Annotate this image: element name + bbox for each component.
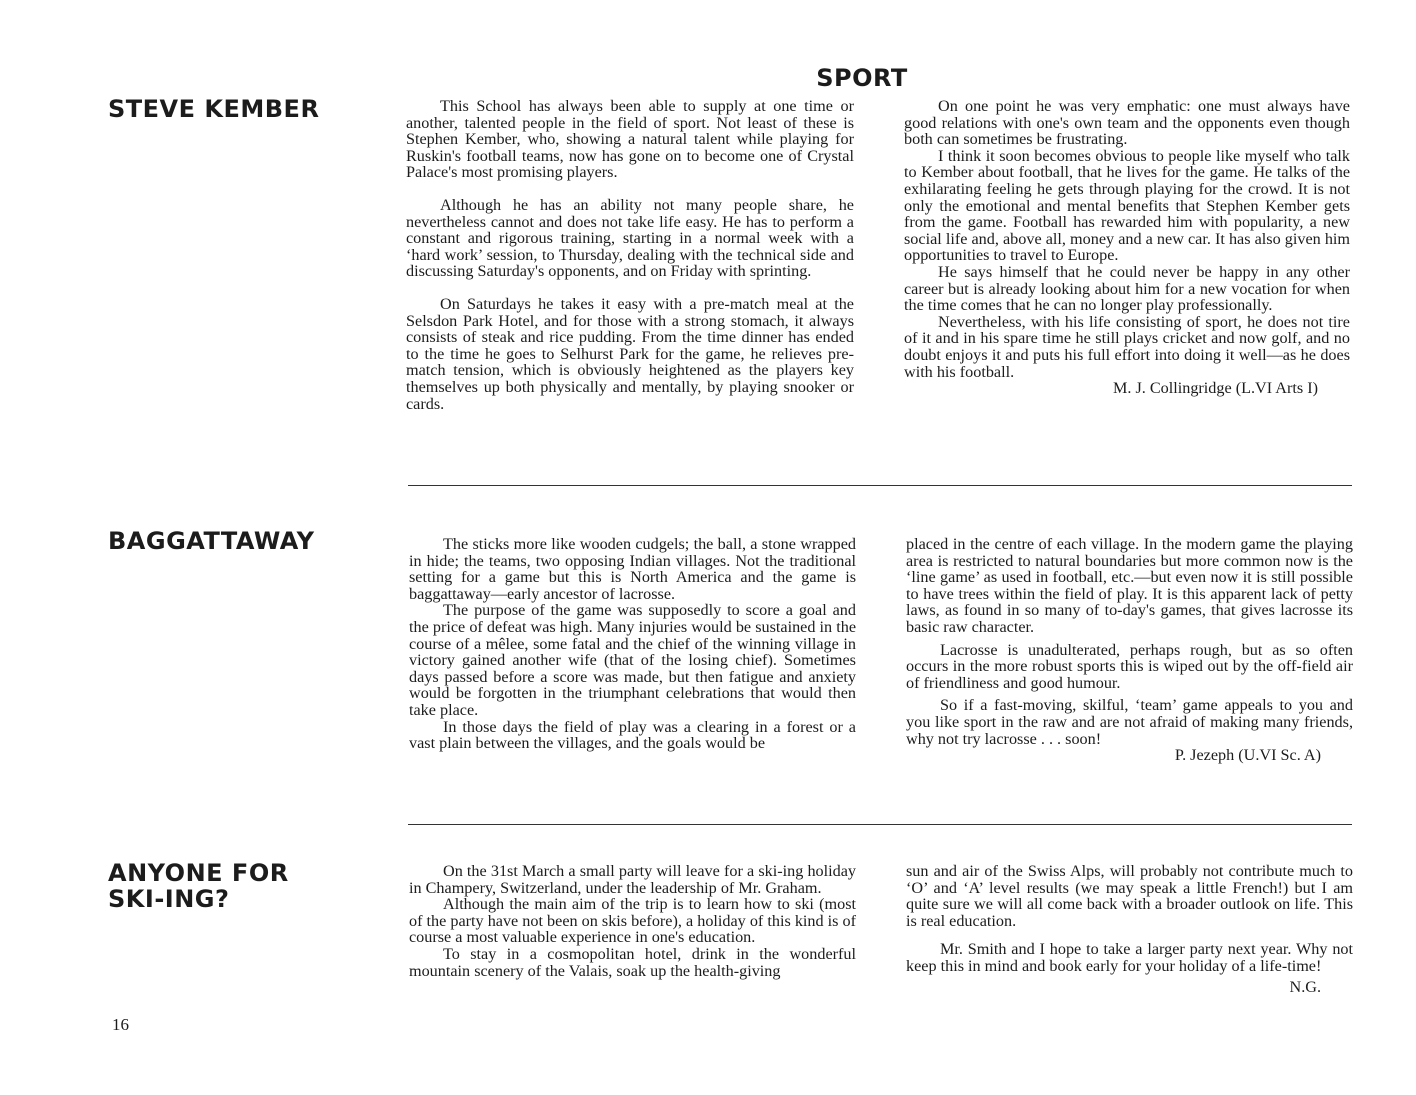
steve-kember-right-column xyxy=(904,98,1350,397)
paragraph: Although the main aim of the trip is to learn how to ski (most of the party have not been on skis before), a holiday of this kind is of course a most valuable experience in one's education. xyxy=(409,895,856,947)
paragraph: I think it soon becomes obvious to people like myself who talk to Kember about football, that he lives for the game. He talks of the exhilarating feeling he gets through playing for the crowd. It is not only the emotional and mental benefits that Stephen Kember gets from the game. Football has rewarded him with popularity, a new social life and, above all, money and a new car. It has also given him opportunities to travel to Europe. xyxy=(904,146,1350,265)
baggattaway-left-column xyxy=(409,536,856,752)
paragraph: Mr. Smith and I hope to take a larger party next year. Why not keep this in mind and book early for your holiday of a life-time! xyxy=(906,940,1353,975)
author-signature: M. J. Collingridge (L.VI Arts I) xyxy=(1112,379,1318,398)
section-heading-steve-kember: STEVE KEMBER xyxy=(108,95,320,123)
skiing-left-column xyxy=(409,863,856,979)
steve-kember-left-column xyxy=(406,98,854,412)
paragraph: On one point he was very emphatic: one must always have good relations with one's own team and the opponents even though both can sometimes be frustrating. xyxy=(904,97,1350,149)
paragraph: So if a fast-moving, skilful, ‘team’ game appeals to you and you like sport in the raw and are not afraid of making many friends, why not try lacrosse . . . soon! xyxy=(906,696,1353,748)
paragraph: To stay in a cosmopolitan hotel, drink in the wonderful mountain scenery of the Valais, soak up the health-giving xyxy=(409,944,856,980)
skiing-right-column xyxy=(906,863,1353,995)
page-number: 16 xyxy=(112,1015,129,1034)
paragraph: sun and air of the Swiss Alps, will probably not contribute much to ‘O’ and ‘A’ level results (we may speak a little French!) but I am quite sure we will all come back with a broader outlook on life. This is real education. xyxy=(906,862,1353,930)
paragraph: Although he has an ability not many people share, he nevertheless cannot and does not take life easy. He has to perform a constant and rigorous training, starting in a normal week with a ‘hard work’ session, to Thursday, dealing with the technical side and discussing Saturday's opponents, and on Friday with sprinting. xyxy=(406,195,854,281)
section-heading-anyone-for-skiing xyxy=(108,860,289,912)
section-divider xyxy=(408,824,1352,825)
section-heading-baggattaway: BAGGATTAWAY xyxy=(108,527,315,555)
paragraph: He says himself that he could never be happy in any other career but is already looking about him for a new vocation for when the time comes that he can no longer play professionally. xyxy=(904,262,1350,315)
author-signature: P. Jezeph (U.VI Sc. A) xyxy=(1174,746,1321,765)
paragraph: The purpose of the game was supposedly to score a goal and the price of defeat was high. Many injuries would be sustained in the course of a mêlee, some fatal and the chief of the winning village in victory gained another wife (that of the losing chief). Sometimes days passed before a score was made, but then fatigue and anxiety would be forgotten in the triumphant celebrations that would then take place. xyxy=(409,601,856,719)
paragraph: On Saturdays he takes it easy with a pre-match meal at the Selsdon Park Hotel, and for those with a strong stomach, it always consists of steak and rice pudding. From the time dinner has ended to the time he goes to Selhurst Park for the game, he relieves pre-match tension, which is obviously heightened as the players key themselves up both physically and mentally, by playing snooker or cards. xyxy=(406,294,854,413)
heading-line: SKI-ING? xyxy=(108,885,230,913)
heading-line: ANYONE FOR xyxy=(108,859,289,887)
paragraph: Nevertheless, with his life consisting of sport, he does not tire of it and in his spare time he still plays cricket and now golf, and no doubt enjoys it and puts his full effort into doing it well—as he does with his football. xyxy=(904,312,1350,381)
paragraph: In those days the field of play was a clearing in a forest or a vast plain between the villages, and the goals would be xyxy=(409,717,856,753)
paragraph: This School has always been able to supply at one time or another, talented people in the field of sport. Not least of these is Stephen Kember, who, showing a natural talent while playing for Ruskin's football teams, now has gone on to become one of Crystal Palace's most promising players. xyxy=(406,97,854,182)
baggattaway-right-column xyxy=(906,536,1353,764)
paragraph: The sticks more like wooden cudgels; the ball, a stone wrapped in hide; the teams, two opposing Indian villages. Not the traditional setting for a game but this is North America and the game is baggattaway—early ancestor of lacrosse. xyxy=(409,535,856,603)
page-title: SPORT xyxy=(816,64,908,92)
paragraph: placed in the centre of each village. In the modern game the playing area is restricted to natural boundaries but more common now is the ‘line game’ as used in football, etc.—but even now it is still possible to have trees within the field of play. It is this apparent lack of petty laws, as found in so many of to-day's games, that gives lacrosse its basic raw character. xyxy=(906,535,1353,636)
paragraph: On the 31st March a small party will leave for a ski-ing holiday in Champery, Switzerland, under the leadership of Mr. Graham. xyxy=(409,862,856,897)
section-divider xyxy=(408,485,1352,486)
author-signature: N.G. xyxy=(1289,977,1321,996)
paragraph: Lacrosse is unadulterated, perhaps rough, but as so often occurs in the more robust sports this is wiped out by the off-field air of friendliness and good humour. xyxy=(906,640,1353,692)
